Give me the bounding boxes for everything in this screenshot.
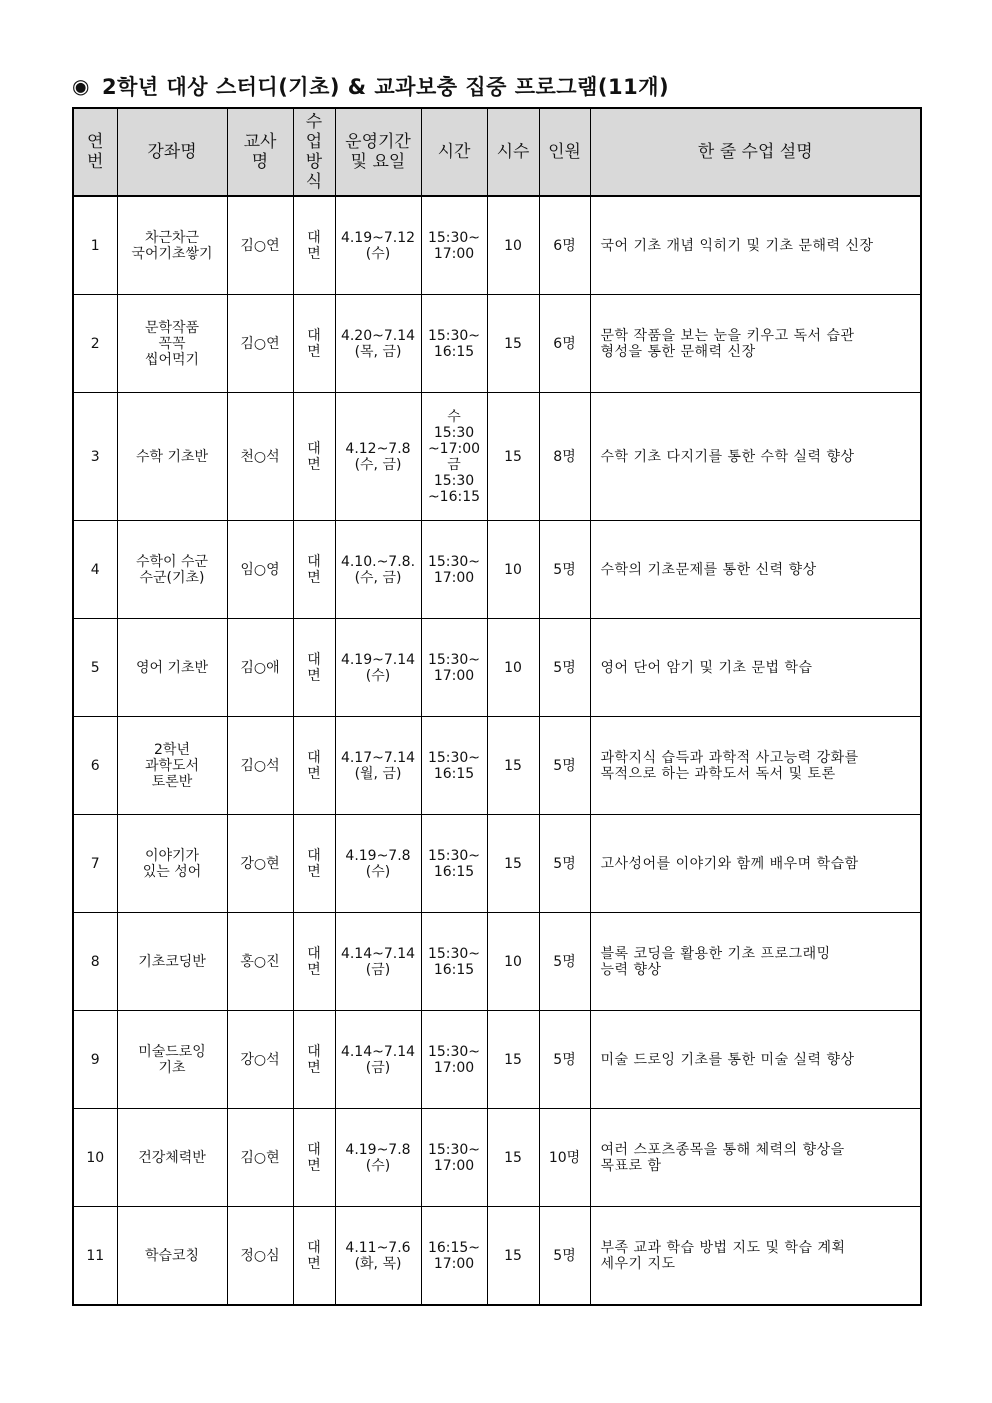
course-name: 2학년 과학도서 토론반 bbox=[117, 717, 227, 815]
class-time: 15:30~ 16:15 bbox=[421, 717, 487, 815]
class-hours: 15 bbox=[487, 295, 539, 393]
bullet-icon: ◉ bbox=[72, 74, 90, 98]
class-time: 15:30~ 17:00 bbox=[421, 1109, 487, 1207]
class-mode: 대 면 bbox=[293, 295, 335, 393]
capacity: 8명 bbox=[539, 393, 590, 521]
course-name: 차근차근 국어기초쌓기 bbox=[117, 196, 227, 295]
course-name: 이야기가 있는 성어 bbox=[117, 815, 227, 913]
header-people: 인원 bbox=[539, 108, 590, 196]
term-days: 4.19~7.8 (수) bbox=[335, 1109, 421, 1207]
capacity: 5명 bbox=[539, 1207, 590, 1306]
class-time: 15:30~ 16:15 bbox=[421, 295, 487, 393]
course-description: 여러 스포츠종목을 통해 체력의 향상을 목표로 함 bbox=[590, 1109, 921, 1207]
course-name: 수학 기초반 bbox=[117, 393, 227, 521]
row-number: 10 bbox=[73, 1109, 117, 1207]
term-days: 4.10.~7.8. (수, 금) bbox=[335, 521, 421, 619]
class-time: 15:30~ 16:15 bbox=[421, 815, 487, 913]
class-mode: 대 면 bbox=[293, 1109, 335, 1207]
header-term: 운영기간 및 요일 bbox=[335, 108, 421, 196]
row-number: 11 bbox=[73, 1207, 117, 1306]
course-description: 영어 단어 암기 및 기초 문법 학습 bbox=[590, 619, 921, 717]
capacity: 5명 bbox=[539, 815, 590, 913]
header-course-name: 강좌명 bbox=[117, 108, 227, 196]
header-no: 연 번 bbox=[73, 108, 117, 196]
class-mode: 대 면 bbox=[293, 815, 335, 913]
class-mode: 대 면 bbox=[293, 1207, 335, 1306]
class-hours: 10 bbox=[487, 521, 539, 619]
course-name: 건강체력반 bbox=[117, 1109, 227, 1207]
table-row bbox=[73, 521, 921, 619]
table-row bbox=[73, 717, 921, 815]
header-class-mode: 수 업 방 식 bbox=[293, 108, 335, 196]
course-name: 기초코딩반 bbox=[117, 913, 227, 1011]
capacity: 5명 bbox=[539, 521, 590, 619]
capacity: 6명 bbox=[539, 295, 590, 393]
class-mode: 대 면 bbox=[293, 619, 335, 717]
class-time: 15:30~ 17:00 bbox=[421, 521, 487, 619]
term-days: 4.11~7.6 (화, 목) bbox=[335, 1207, 421, 1306]
class-time: 15:30~ 16:15 bbox=[421, 913, 487, 1011]
course-description: 고사성어를 이야기와 함께 배우며 학습함 bbox=[590, 815, 921, 913]
class-mode: 대 면 bbox=[293, 393, 335, 521]
program-table bbox=[72, 107, 922, 1306]
page-title bbox=[72, 70, 669, 102]
table-row bbox=[73, 913, 921, 1011]
header-hours: 시수 bbox=[487, 108, 539, 196]
teacher-name: 홍○진 bbox=[227, 913, 293, 1011]
page-title-text: 2학년 대상 스터디(기초) & 교과보충 집중 프로그램(11개) bbox=[101, 75, 670, 99]
table-row bbox=[73, 295, 921, 393]
class-mode: 대 면 bbox=[293, 521, 335, 619]
header-time: 시간 bbox=[421, 108, 487, 196]
row-number: 2 bbox=[73, 295, 117, 393]
capacity: 5명 bbox=[539, 1011, 590, 1109]
term-days: 4.19~7.12 (수) bbox=[335, 196, 421, 295]
class-hours: 15 bbox=[487, 1011, 539, 1109]
row-number: 3 bbox=[73, 393, 117, 521]
term-days: 4.14~7.14 (금) bbox=[335, 913, 421, 1011]
course-name: 수학이 수군 수군(기초) bbox=[117, 521, 227, 619]
course-description: 국어 기초 개념 익히기 및 기초 문해력 신장 bbox=[590, 196, 921, 295]
teacher-name: 김○연 bbox=[227, 196, 293, 295]
class-mode: 대 면 bbox=[293, 196, 335, 295]
teacher-name: 김○애 bbox=[227, 619, 293, 717]
course-description: 수학 기초 다지기를 통한 수학 실력 향상 bbox=[590, 393, 921, 521]
class-hours: 15 bbox=[487, 1207, 539, 1306]
teacher-name: 김○현 bbox=[227, 1109, 293, 1207]
table-row bbox=[73, 815, 921, 913]
class-time: 15:30~ 17:00 bbox=[421, 1011, 487, 1109]
teacher-name: 김○석 bbox=[227, 717, 293, 815]
class-hours: 15 bbox=[487, 815, 539, 913]
term-days: 4.19~7.14 (수) bbox=[335, 619, 421, 717]
class-mode: 대 면 bbox=[293, 913, 335, 1011]
course-description: 과학지식 습득과 과학적 사고능력 강화를 목적으로 하는 과학도서 독서 및 토론 bbox=[590, 717, 921, 815]
course-name: 학습코칭 bbox=[117, 1207, 227, 1306]
class-hours: 15 bbox=[487, 393, 539, 521]
capacity: 6명 bbox=[539, 196, 590, 295]
term-days: 4.14~7.14 (금) bbox=[335, 1011, 421, 1109]
row-number: 4 bbox=[73, 521, 117, 619]
course-name: 미술드로잉 기초 bbox=[117, 1011, 227, 1109]
class-time: 15:30~ 17:00 bbox=[421, 619, 487, 717]
row-number: 9 bbox=[73, 1011, 117, 1109]
term-days: 4.20~7.14 (목, 금) bbox=[335, 295, 421, 393]
row-number: 1 bbox=[73, 196, 117, 295]
class-time: 16:15~ 17:00 bbox=[421, 1207, 487, 1306]
class-time: 15:30~ 17:00 bbox=[421, 196, 487, 295]
class-hours: 15 bbox=[487, 717, 539, 815]
class-hours: 10 bbox=[487, 913, 539, 1011]
class-mode: 대 면 bbox=[293, 1011, 335, 1109]
row-number: 6 bbox=[73, 717, 117, 815]
course-name: 문학작품 꼭꼭 씹어먹기 bbox=[117, 295, 227, 393]
row-number: 8 bbox=[73, 913, 117, 1011]
table-row bbox=[73, 1109, 921, 1207]
table-row bbox=[73, 619, 921, 717]
term-days: 4.12~7.8 (수, 금) bbox=[335, 393, 421, 521]
teacher-name: 천○석 bbox=[227, 393, 293, 521]
course-name: 영어 기초반 bbox=[117, 619, 227, 717]
class-time: 수 15:30 ~17:00 금 15:30 ~16:15 bbox=[421, 393, 487, 521]
teacher-name: 정○심 bbox=[227, 1207, 293, 1306]
class-hours: 15 bbox=[487, 1109, 539, 1207]
capacity: 5명 bbox=[539, 913, 590, 1011]
term-days: 4.19~7.8 (수) bbox=[335, 815, 421, 913]
class-hours: 10 bbox=[487, 619, 539, 717]
course-description: 미술 드로잉 기초를 통한 미술 실력 향상 bbox=[590, 1011, 921, 1109]
course-description: 수학의 기초문제를 통한 신력 향상 bbox=[590, 521, 921, 619]
table-row bbox=[73, 196, 921, 295]
capacity: 10명 bbox=[539, 1109, 590, 1207]
teacher-name: 김○연 bbox=[227, 295, 293, 393]
teacher-name: 강○현 bbox=[227, 815, 293, 913]
capacity: 5명 bbox=[539, 619, 590, 717]
teacher-name: 임○영 bbox=[227, 521, 293, 619]
table-row bbox=[73, 393, 921, 521]
table-header-row bbox=[73, 108, 921, 196]
row-number: 7 bbox=[73, 815, 117, 913]
course-description: 문학 작품을 보는 눈을 키우고 독서 습관 형성을 통한 문해력 신장 bbox=[590, 295, 921, 393]
course-description: 부족 교과 학습 방법 지도 및 학습 계획 세우기 지도 bbox=[590, 1207, 921, 1306]
header-description: 한 줄 수업 설명 bbox=[590, 108, 921, 196]
table-row bbox=[73, 1011, 921, 1109]
table-row bbox=[73, 1207, 921, 1306]
teacher-name: 강○석 bbox=[227, 1011, 293, 1109]
header-teacher: 교사 명 bbox=[227, 108, 293, 196]
term-days: 4.17~7.14 (월, 금) bbox=[335, 717, 421, 815]
course-description: 블록 코딩을 활용한 기초 프로그래밍 능력 향상 bbox=[590, 913, 921, 1011]
class-mode: 대 면 bbox=[293, 717, 335, 815]
class-hours: 10 bbox=[487, 196, 539, 295]
capacity: 5명 bbox=[539, 717, 590, 815]
row-number: 5 bbox=[73, 619, 117, 717]
